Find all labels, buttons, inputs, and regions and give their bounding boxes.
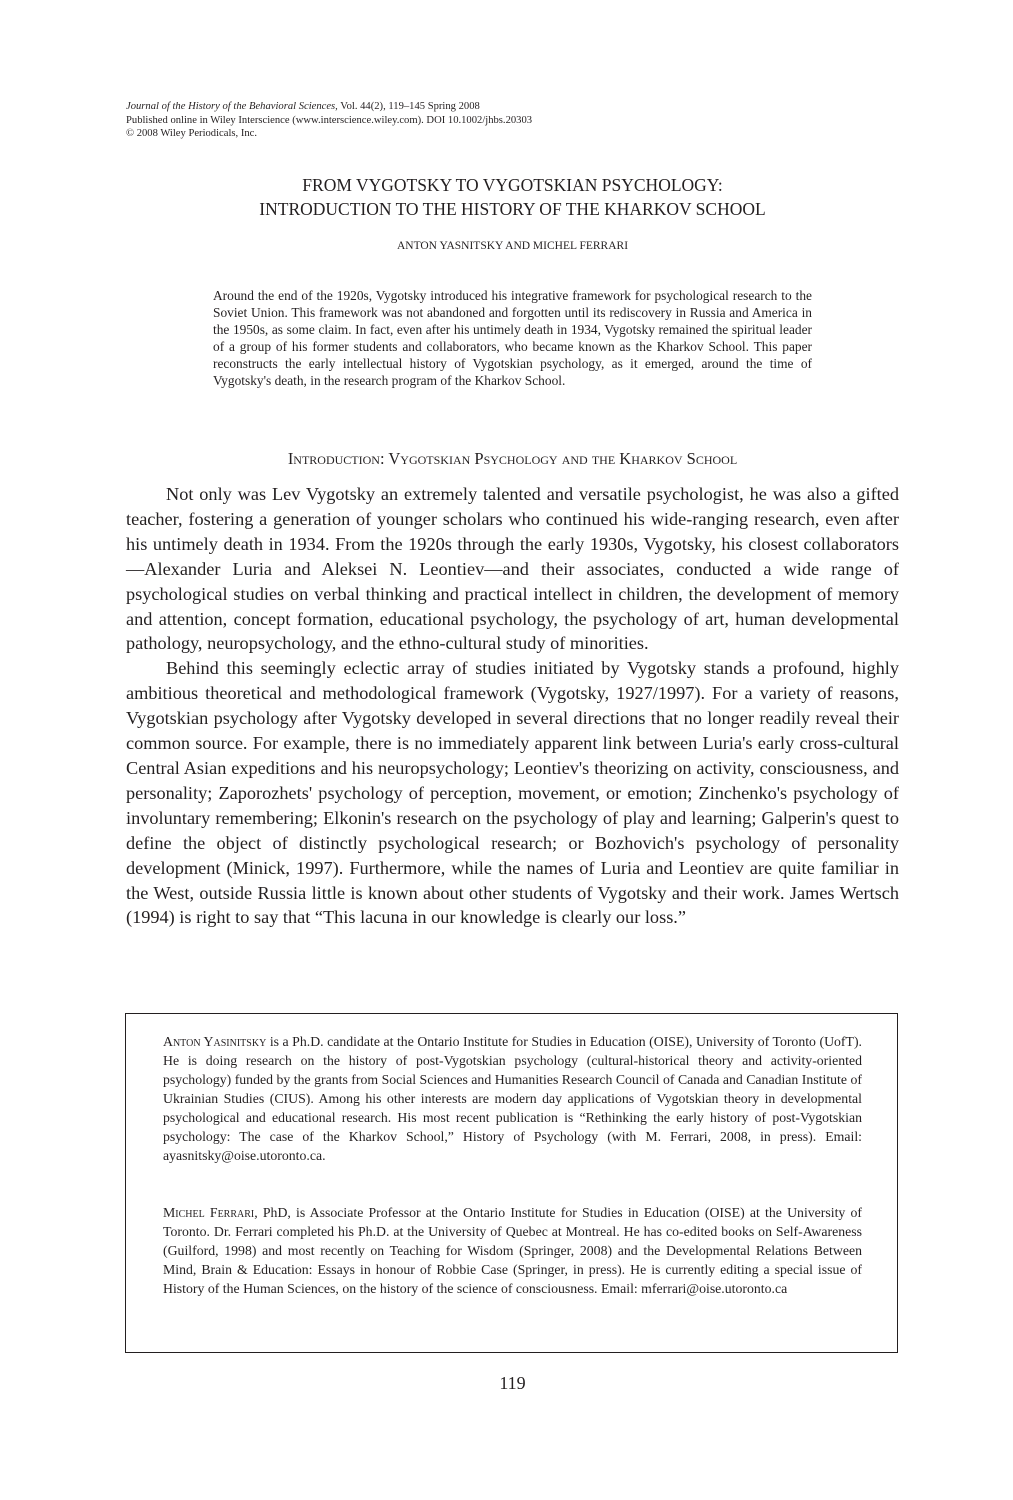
body-paragraph-2: Behind this seemingly eclectic array of studies initiated by Vygotsky stands a profound, highly ambitious theoretical and methodological framework (Vygotsky, 1927/1997). For a variety of reasons, Vygotskian psychology after Vygotsky developed in several directions that no longer readily reveal their common source. For example, there is no immediately apparent link between Luria's early cross-cultural Central Asian expeditions and his neuropsychology; Leontiev's theorizing on activity, consciousness, and personality; Zaporozhets' psychology of perception, movement, or emotion; Zinchenko's psychology of involuntary remembering; Elkonin's research on the psychology of play and learning; Galperin's quest to define the object of distinctly psychological research; or Bozhovich's psychology of personality development (Minick, 1997). Furthermore, while the names of Luria and Leontiev are quite familiar in the West, outside Russia little is known about other students of Vygotsky and their work. James Wertsch (1994) is right to say that “This lacuna in our knowledge is clearly our loss.”	[126, 658, 899, 928]
bio-journal-title: History of Psychology	[462, 1129, 599, 1144]
bio-name: Michel Ferrari	[163, 1205, 255, 1220]
author-bio-box	[125, 1013, 898, 1353]
body-paragraph-1: Not only was Lev Vygotsky an extremely talented and versatile psychologist, he was also a gifted teacher, fostering a generation of younger scholars who continued his wide-ranging research, even after his untimely death in 1934. From the 1920s through the early 1930s, Vygotsky, his closest collaborators—Alexander Luria and Aleksei N. Leontiev—and their associates, conducted a wide range of psychological studies on verbal thinking and practical intellect in children, the development of memory and attention, concept formation, educational psychology, the psychology of art, human developmental pathology, neuropsychology, and the ethno-cultural study of minorities.	[126, 484, 899, 654]
journal-header	[126, 100, 926, 141]
author-bio-yasnitsky: Anton Yasinitsky is a Ph.D. candidate at the Ontario Institute for Studies in Education (OISE), University of Toronto (UofT). He is doing research on the history of post-Vygotskian psychology (cultural-historical theory and activity-oriented psychology) funded by the grants from Social Sciences and Humanities Research Council of Canada and Canadian Institute of Ukrainian Studies (CIUS). Among his other interests are modern day applications of Vygotskian theory in developmental psychological and educational research. His most recent publication is “Rethinking the early history of post-Vygotskian psychology: The case of the Kharkov School,” History of Psychology (with M. Ferrari, 2008, in press). Email: ayasnitsky@oise.utoronto.ca.	[163, 1034, 862, 1163]
journal-name: Journal of the History of the Behavioral Sciences,	[126, 101, 338, 112]
bio-book-title: Teaching for Wisdom	[389, 1243, 514, 1258]
title-line-1: FROM VYGOTSKY TO VYGOTSKIAN PSYCHOLOGY:	[302, 175, 723, 195]
bio-journal-title: History of the Human Sciences,	[163, 1281, 339, 1296]
bio-book-title: Self-Awareness	[775, 1224, 862, 1239]
page-number: 119	[499, 1373, 526, 1393]
journal-volume: Vol. 44(2), 119–145 Spring 2008	[337, 101, 480, 112]
copyright-line: © 2008 Wiley Periodicals, Inc.	[126, 128, 257, 139]
author-bio-ferrari: Michel Ferrari, PhD, is Associate Professor at the Ontario Institute for Studies in Education (OISE) at the University of Toronto. Dr. Ferrari completed his Ph.D. at the University of Quebec at Montreal. He has co-edited books on Self-Awareness (Guilford, 1998) and most recently on Teaching for Wisdom (Springer, 2008) and the Developmental Relations Between Mind, Brain & Education: Essays in honour of Robbie Case (Springer, in press). He is currently editing a special issue of History of the Human Sciences, on the history of the science of consciousness. Email: mferrari@oise.utoronto.ca	[163, 1205, 863, 1296]
section-heading: Introduction: Vygotskian Psychology and the Kharkov School	[287, 449, 738, 468]
journal-citation-line	[126, 100, 926, 114]
publication-info-line: Published online in Wiley Interscience (www.interscience.wiley.com). DOI 10.1002/jhbs.20303	[126, 114, 533, 126]
article-authors: ANTON YASNITSKY AND MICHEL FERRARI	[396, 240, 629, 252]
title-line-2: INTRODUCTION TO THE HISTORY OF THE KHARKOV SCHOOL	[259, 199, 766, 219]
bio-name: Anton Yasinitsky	[163, 1034, 267, 1049]
article-title	[126, 173, 899, 221]
bio-book-title: Developmental Relations Between Mind, Brain & Education: Essays in honour of Robbie Case	[163, 1243, 862, 1277]
body-text	[126, 482, 899, 930]
abstract: Around the end of the 1920s, Vygotsky introduced his integrative framework for psychological research to the Soviet Union. This framework was not abandoned and forgotten until its rediscovery in Russia and America in the 1950s, as some claim. In fact, even after his untimely death in 1934, Vygotsky remained the spiritual leader of a group of his former students and collaborators, who became known as the Kharkov School. This paper reconstructs the early intellectual history of Vygotskian psychology, as it emerged, around the time of Vygotsky's death, in the research program of the Kharkov School.	[213, 288, 812, 388]
